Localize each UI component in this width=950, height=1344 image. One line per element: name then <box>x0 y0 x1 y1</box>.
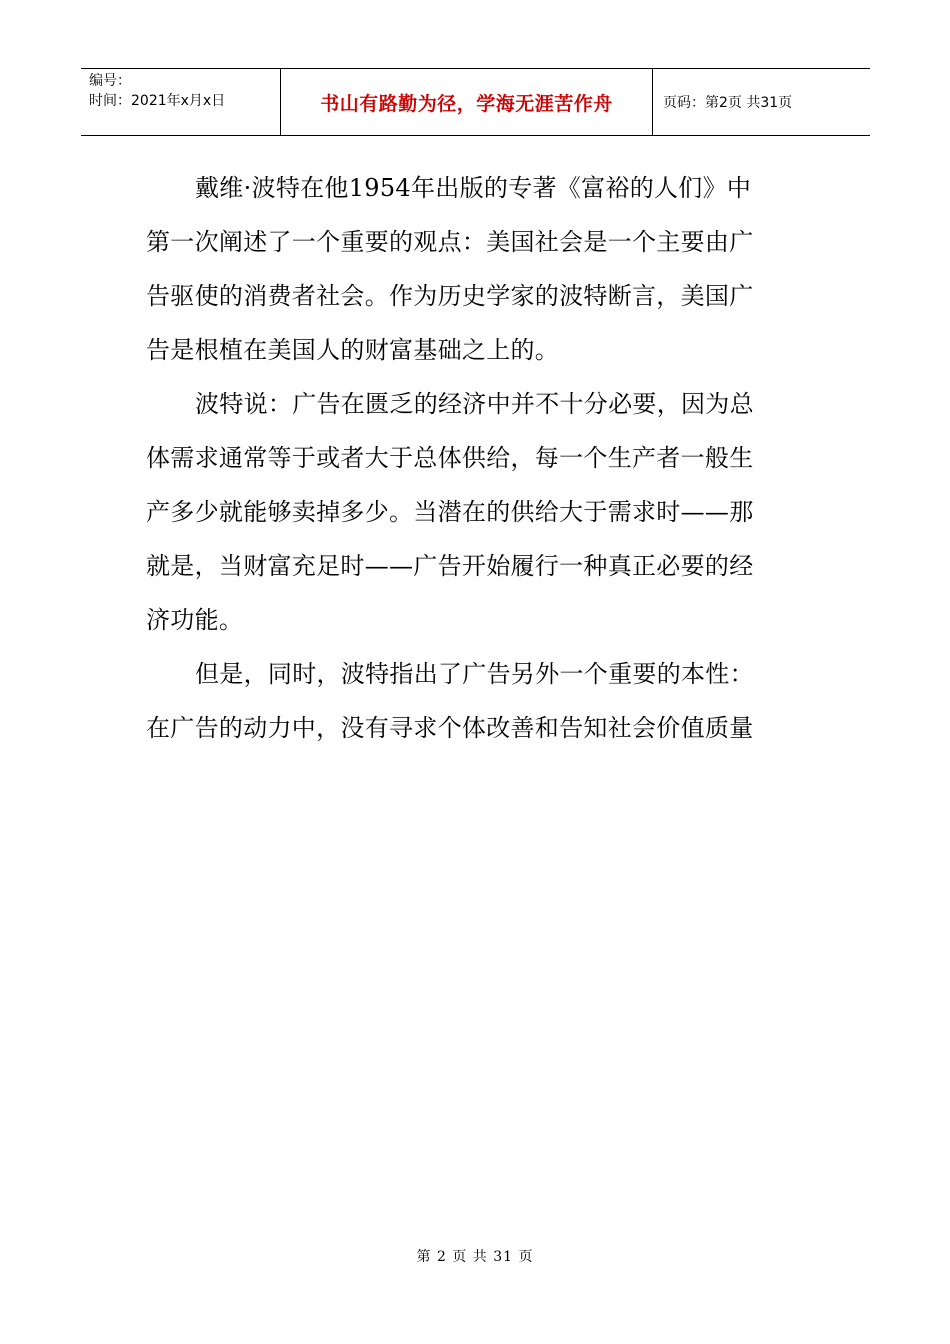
document-body <box>146 163 792 757</box>
body-line: 告驱使的消费者社会。作为历史学家的波特断言，美国广 <box>146 282 754 310</box>
body-line: 就是，当财富充足时——广告开始履行一种真正必要的经 <box>146 552 754 580</box>
body-line: 产多少就能够卖掉多少。当潜在的供给大于需求时——那 <box>146 498 754 526</box>
body-line: 波特说：广告在匮乏的经济中并不十分必要，因为总 <box>195 390 754 418</box>
body-line: 体需求通常等于或者大于总体供给，每一个生产者一般生 <box>146 444 754 472</box>
document-number-label: 编号： <box>89 73 131 89</box>
body-line: 但是，同时，波特指出了广告另外一个重要的本性： <box>195 660 754 688</box>
body-line: 戴维·波特在他1954年出版的专著《富裕的人们》中 <box>195 174 752 202</box>
body-line: 在广告的动力中，没有寻求个体改善和告知社会价值质量 <box>146 714 754 742</box>
header-motto: 书山有路勤为径，学海无涯苦作舟 <box>281 69 653 135</box>
page-header <box>81 68 870 136</box>
page-footer: 第 2 页 共 31 页 <box>416 1249 534 1265</box>
body-line: 第一次阐述了一个重要的观点：美国社会是一个主要由广 <box>146 228 754 256</box>
document-time-label: 时间：2021年x月x日 <box>89 93 226 109</box>
header-meta <box>81 69 281 135</box>
body-line: 告是根植在美国人的财富基础之上的。 <box>146 336 560 364</box>
body-line: 济功能。 <box>146 606 244 634</box>
header-page-info: 页码：第2页 共31页 <box>663 95 793 111</box>
